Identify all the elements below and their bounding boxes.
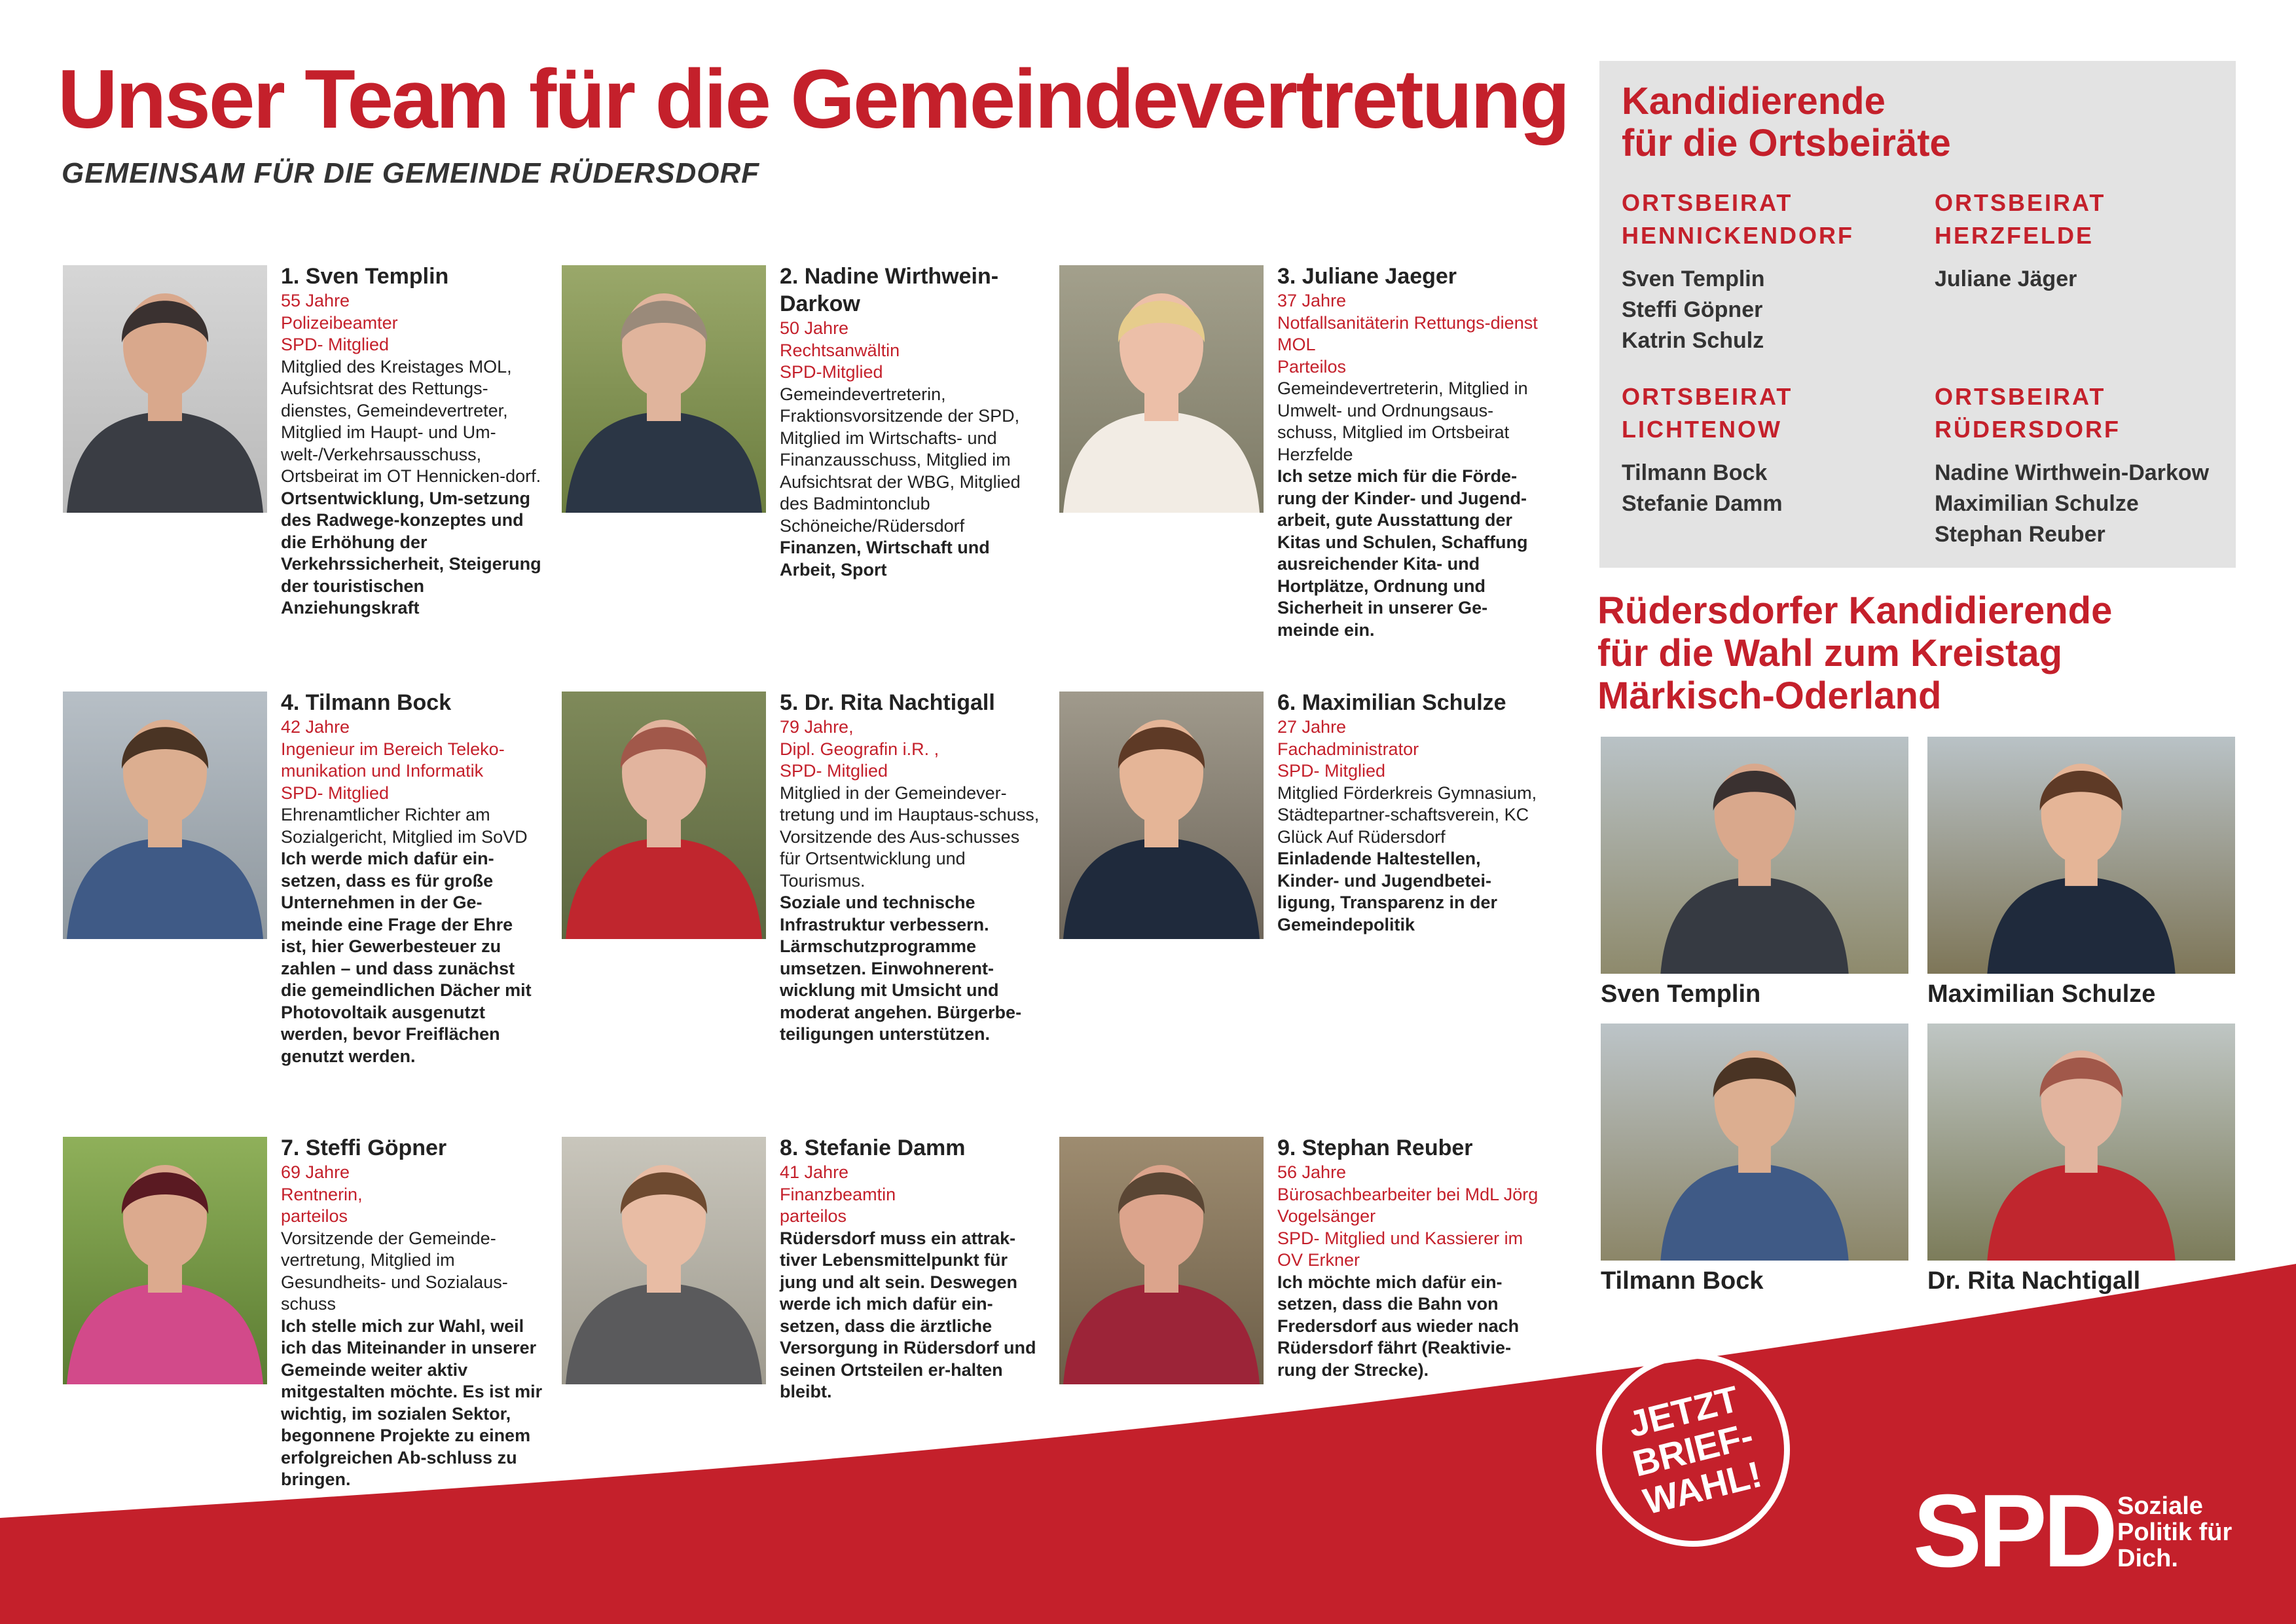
candidate-party: SPD-Mitglied — [780, 362, 883, 382]
candidate-age: 55 Jahre — [281, 291, 350, 310]
candidate-goals: Finanzen, Wirtschaft und Arbeit, Sport — [780, 538, 990, 580]
kreistag-name: Sven Templin — [1601, 980, 1761, 1008]
ortsbeirat-member: Sven Templin — [1622, 267, 1765, 291]
ortsbeirat-member: Stephan Reuber — [1935, 522, 2105, 547]
ortsbeirat-member: Katrin Schulz — [1622, 328, 1764, 353]
kreistag-name: Dr. Rita Nachtigall — [1927, 1267, 2141, 1295]
candidate-age: 27 Jahre — [1277, 717, 1347, 737]
candidate-name: 8. Stefanie Damm — [780, 1135, 966, 1160]
candidate-party: SPD- Mitglied — [281, 783, 390, 803]
candidate-party: Parteilos — [1277, 356, 1347, 377]
candidate-party: parteilos — [281, 1206, 348, 1226]
candidate-party: parteilos — [780, 1206, 847, 1226]
candidate-profession: Rentnerin, — [281, 1184, 363, 1204]
candidate-profession: Rechtsanwältin — [780, 340, 900, 360]
candidate-age: 37 Jahre — [1277, 291, 1347, 310]
candidate-profession: Ingenieur im Bereich Teleko-munikation und Informatik — [281, 739, 505, 781]
candidate-goals: Ortsentwicklung, Um-setzung des Radwege-konzeptes und die Erhöhung der Verkehrssicherheit, Steigerung der touristischen Anziehungskraft — [281, 488, 541, 618]
candidate-name: 3. Juliane Jaeger — [1277, 264, 1457, 289]
candidate-goals: Rüdersdorf muss ein attrak-tiver Lebensmittelpunkt für jung und alt sein. Deswegen werde ich mich dafür ein-setzen, dass die ärztliche Versorgung in Rüdersdorf und seinen Ortsteilen er-halten bleibt. — [780, 1228, 1036, 1401]
spd-logo: SPD — [1913, 1473, 2114, 1589]
ortsbeirat-heading: ORTSBEIRAT HENNICKENDORF — [1622, 189, 1855, 249]
candidate-party: SPD- Mitglied und Kassierer im OV Erkner — [1277, 1228, 1523, 1270]
candidate-profession: Notfallsanitäterin Rettungs-dienst MOL — [1277, 312, 1538, 354]
candidate-description: Mitglied Förderkreis Gymnasium, Städtepartner-schaftsverein, KC Glück Auf Rüdersdorf — [1277, 783, 1537, 847]
candidate-name: 6. Maximilian Schulze — [1277, 690, 1506, 715]
ortsbeirat-member: Juliane Jäger — [1935, 267, 2077, 291]
ortsbeirat-heading: ORTSBEIRAT LICHTENOW — [1622, 383, 1793, 443]
candidate-goals: Ich setze mich für die Förde-rung der Kinder- und Jugend-arbeit, gute Ausstattung der Kitas und Schulen, Schaffung ausreichender Kita- und Hortplätze, Ordnung und Sicherheit in unserer Ge-meinde ein. — [1277, 466, 1528, 640]
candidate-description: Ehrenamtlicher Richter am Sozialgericht, Mitglied im SoVD — [281, 805, 528, 847]
ortsbeiraete-title: Kandidierende für die Ortsbeiräte — [1622, 80, 1951, 164]
candidate-goals: Einladende Haltestellen, Kinder- und Jugendbetei-ligung, Transparenz in der Gemeindepolitik — [1277, 849, 1498, 934]
candidate-name: 1. Sven Templin — [281, 264, 449, 289]
candidate-party: SPD- Mitglied — [780, 761, 888, 781]
candidate-age: 50 Jahre — [780, 318, 849, 338]
candidate-profession: Bürosachbearbeiter bei MdL Jörg Vogelsänger — [1277, 1184, 1539, 1226]
candidate-description: Gemeindevertreterin, Fraktionsvorsitzende der SPD, Mitglied im Wirtschafts- und Finanzausschuss, Mitglied im Aufsichtsrat der WBG, Mitglied des Badmintonclub Schöneiche/Rüdersdorf — [780, 384, 1021, 536]
candidate-goals: Ich möchte mich dafür ein-setzen, dass die Bahn von Fredersdorf aus wieder nach Rüdersdorf fährt (Reaktivie-rung der Strecke). — [1277, 1272, 1520, 1380]
kreistag-name: Tilmann Bock — [1601, 1267, 1764, 1295]
candidate-name: 4. Tilmann Bock — [281, 690, 452, 715]
candidate-name: 2. Nadine Wirthwein-Darkow — [780, 264, 999, 316]
kreistag-title: Rüdersdorfer Kandidierende für die Wahl zum Kreistag Märkisch-Oderland — [1597, 589, 2113, 717]
candidate-name: 7. Steffi Göpner — [281, 1135, 447, 1160]
ortsbeirat-member: Maximilian Schulze — [1935, 491, 2139, 516]
kreistag-name: Maximilian Schulze — [1927, 980, 2156, 1008]
ortsbeirat-member: Steffi Göpner — [1622, 297, 1763, 322]
candidate-description: Mitglied in der Gemeindever-tretung und im Hauptaus-schuss, Vorsitzende des Aus-schusses für Ortsentwicklung und Tourismus. — [780, 783, 1040, 891]
ortsbeirat-heading: ORTSBEIRAT RÜDERSDORF — [1935, 383, 2121, 443]
candidate-goals: Soziale und technische Infrastruktur verbessern. Lärmschutzprogramme umsetzen. Einwohnerent-wicklung mit Umsicht und moderat angehen. Bürgerbe-teiligungen unterstützen. — [780, 893, 1022, 1044]
ortsbeirat-member: Nadine Wirthwein-Darkow — [1935, 460, 2210, 485]
candidate-profession: Fachadministrator — [1277, 739, 1419, 759]
candidate-party: SPD- Mitglied — [281, 335, 390, 354]
ortsbeirat-member: Stefanie Damm — [1622, 491, 1783, 516]
candidate-name: 9. Stephan Reuber — [1277, 1135, 1473, 1160]
candidate-name: 5. Dr. Rita Nachtigall — [780, 690, 995, 715]
candidate-description: Gemeindevertreterin, Mitglied in Umwelt- und Ordnungsaus-schuss, Mitglied im Ortsbeirat Herzfelde — [1277, 378, 1528, 464]
candidate-age: 56 Jahre — [1277, 1162, 1347, 1182]
candidate-description: Vorsitzende der Gemeinde-vertretung, Mitglied im Gesundheits- und Sozialaus-schuss — [281, 1228, 508, 1314]
briefwahl-stamp — [1596, 1353, 1790, 1547]
candidate-goals: Ich werde mich dafür ein-setzen, dass es für große Unternehmen in der Ge-meinde eine Frage der Ehre ist, hier Gewerbesteuer zu zahlen – und dass zunächst die gemeindlichen Dächer mit Photovoltaik ausgenutzt werden, bevor Freiflächen genutzt werden. — [281, 849, 532, 1066]
candidate-profession: Polizeibeamter — [281, 312, 398, 333]
candidate-profession: Finanzbeamtin — [780, 1184, 896, 1204]
candidate-party: SPD- Mitglied — [1277, 761, 1386, 781]
briefwahl-stamp-text: JETZT BRIEF- WAHL! — [1624, 1378, 1766, 1522]
candidate-age: 79 Jahre, — [780, 717, 854, 737]
page-subtitle: GEMEINSAM FÜR DIE GEMEINDE RÜDERSDORF — [62, 157, 760, 189]
candidate-profession: Dipl. Geografin i.R. , — [780, 739, 939, 759]
page-title: Unser Team für die Gemeindevertretung — [58, 52, 1569, 145]
ortsbeirat-heading: ORTSBEIRAT HERZFELDE — [1935, 189, 2106, 249]
candidate-goals: Ich stelle mich zur Wahl, weil ich das Miteinander in unserer Gemeinde weiter aktiv mitgestalten möchte. Es ist mir wichtig, im sozialen Sektor, begonnene Projekte zu einem erfolgreichen Ab-schluss zu bringen. — [281, 1316, 543, 1489]
candidate-age: 69 Jahre — [281, 1162, 350, 1182]
candidate-age: 42 Jahre — [281, 717, 350, 737]
ortsbeirat-member: Tilmann Bock — [1622, 460, 1768, 485]
candidate-age: 41 Jahre — [780, 1162, 849, 1182]
candidate-description: Mitglied des Kreistages MOL, Aufsichtsrat des Rettungs-dienstes, Gemeindevertreter, Mitglied im Haupt- und Um-welt-/Verkehrsausschuss, Ortsbeirat im OT Hennicken-dorf. — [281, 356, 541, 486]
spd-slogan: Soziale Politik für Dich. — [2117, 1492, 2232, 1572]
